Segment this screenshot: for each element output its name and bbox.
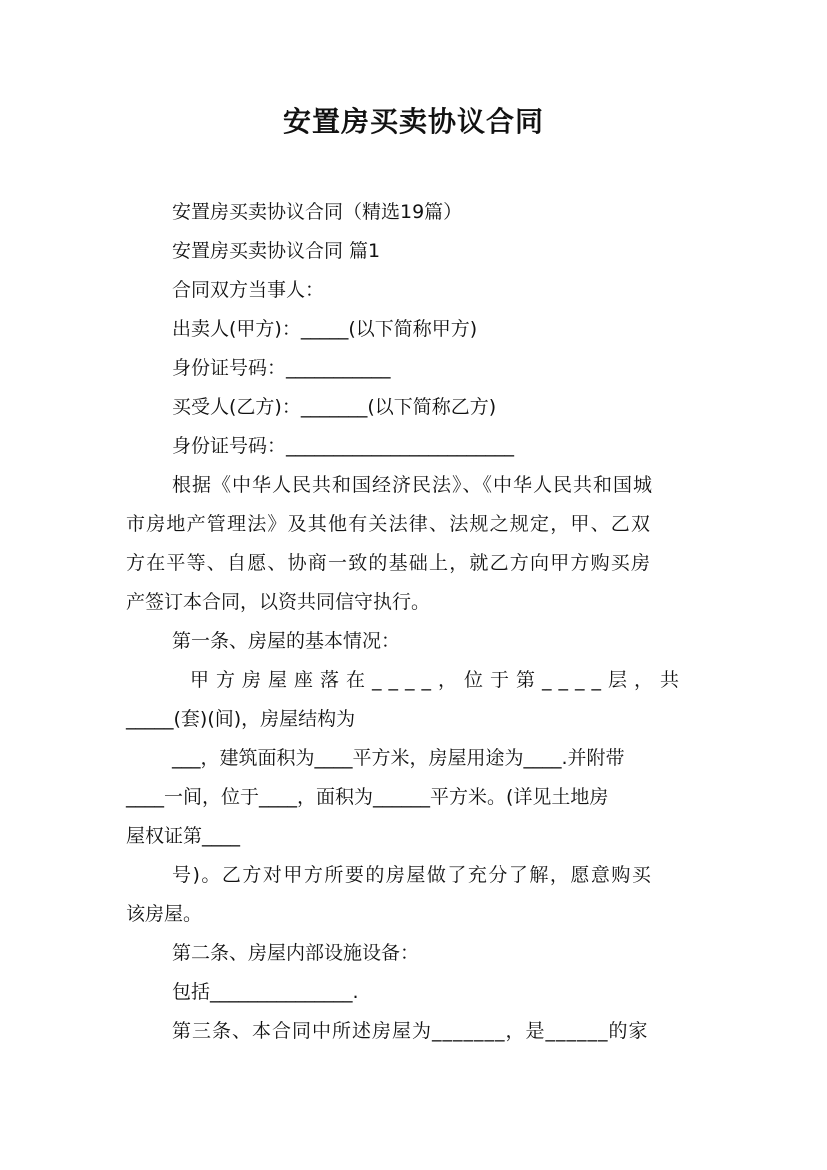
- paragraph-line: 第三条、本合同中所述房屋为_______，是______的家: [172, 1020, 649, 1042]
- text-line: 合同双方当事人：: [172, 279, 325, 301]
- paragraph-line: 号)。乙方对甲方所要的房屋做了充分了解，愿意购买: [172, 864, 653, 886]
- paragraph-line: ____一间，位于____，面积为______平方米。(详见土地房: [126, 786, 609, 808]
- paragraph-line: 该房屋。: [126, 903, 203, 925]
- seller-line: 出卖人(甲方)：_____(以下简称甲方): [172, 318, 478, 340]
- paragraph-line: 屋权证第____: [126, 825, 241, 847]
- paragraph-line: 市房地产管理法》及其他有关法律、法规之规定，甲、乙双: [126, 513, 652, 535]
- seller-id-line: 身份证号码：___________: [172, 357, 391, 379]
- paragraph-line: 方在平等、自愿、协商一致的基础上，就乙方向甲方购买房: [126, 552, 652, 574]
- paragraph-line: ___，建筑面积为____平方米，房屋用途为____.并附带: [172, 747, 625, 769]
- paragraph-line: 产签订本合同，以资共同信守执行。: [126, 591, 431, 613]
- paragraph-line: 根据《中华人民共和国经济民法》、《中华人民共和国城: [172, 474, 654, 496]
- paragraph-line: _____(套)(间)，房屋结构为: [126, 708, 356, 730]
- buyer-line: 买受人(乙方)：_______(以下简称乙方): [172, 396, 497, 418]
- subtitle-line: 安置房买卖协议合同（精选19篇）: [172, 201, 463, 223]
- paragraph-line: 甲方房屋座落在____，位于第____层，共: [190, 669, 687, 691]
- article-heading: 第一条、房屋的基本情况：: [172, 630, 401, 652]
- section-heading: 安置房买卖协议合同 篇1: [172, 240, 381, 262]
- article-heading: 第二条、房屋内部设施设备：: [172, 942, 420, 964]
- document-title: 安置房买卖协议合同: [282, 105, 544, 138]
- paragraph-line: 包括_______________.: [172, 981, 359, 1003]
- buyer-id-line: 身份证号码：________________________: [172, 435, 515, 457]
